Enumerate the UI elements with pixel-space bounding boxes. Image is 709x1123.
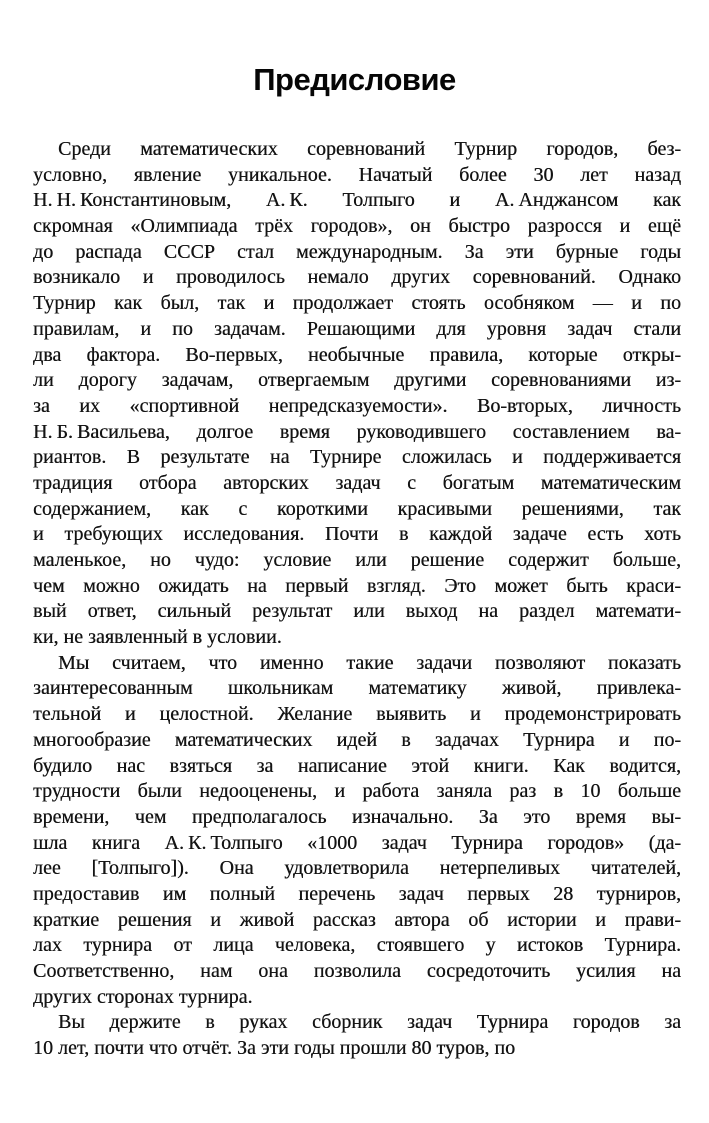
text-line: времени, чем предполагалось изначально. За это время вы- [33, 805, 681, 828]
text-line: предоставив им полный перечень задач первых 28 турниров, [33, 882, 681, 905]
text-line: лее [Толпыго]). Она удовлетворила нетерпеливых читателей, [33, 857, 681, 880]
paragraph [33, 1010, 681, 1061]
text-line: чем можно ожидать на первый взгляд. Это может быть краси- [33, 574, 681, 597]
text-line: ли дорогу задачам, отвергаемым другими соревнованиями из- [33, 369, 681, 392]
text-line: вый ответ, сильный результат или выход на раздел математи- [33, 600, 681, 623]
text-line: многообразие математических идей в задачах Турнира и по- [33, 728, 681, 751]
text-line: риантов. В результате на Турнире сложилась и поддерживается [33, 446, 681, 469]
text-line: до распада СССР стал международным. За эти бурные годы [33, 240, 681, 263]
text-line: маленькое, но чудо: условие или решение содержит больше, [33, 549, 681, 571]
text-line: краткие решения и живой рассказ автора об истории и прави- [33, 908, 681, 931]
text-line: Среди математических соревнований Турнир городов, без- [58, 138, 681, 160]
text-line: скромная «Олимпиада трёх городов», он быстро разросся и ещё [33, 215, 681, 238]
text-line: будило нас взяться за написание этой книги. Как водится, [33, 754, 681, 777]
text-line: Соответственно, нам она позволила сосредоточить усилия на [33, 960, 681, 982]
text-line: Вы держите в руках сборник задач Турнира городов за [58, 1011, 681, 1034]
text-line: возникало и проводилось немало других соревнований. Однако [33, 266, 681, 289]
page-body [33, 137, 681, 1062]
text-line: других сторонах турнира. [33, 985, 253, 1008]
text-line: лах турнира от лица человека, стоявшего у истоков Турнира. [33, 934, 681, 957]
paragraph [33, 137, 681, 651]
text-line: и требующих исследования. Почти в каждой задаче есть хоть [33, 523, 681, 546]
text-line: тельной и целостной. Желание выявить и продемонстрировать [33, 703, 681, 726]
text-line: Мы считаем, что именно такие задачи позволяют показать [58, 651, 681, 674]
text-line: традиция отбора авторских задач с богатым математическим [33, 471, 681, 494]
paragraph [33, 651, 681, 1011]
text-line: за их «спортивной непредсказуемости». Во-вторых, личность [33, 394, 681, 417]
text-line: трудности были недооценены, и работа заняла раз в 10 больше [33, 780, 681, 803]
text-line: два фактора. Во-первых, необычные правила, которые откры- [33, 343, 681, 366]
text-line: содержанием, как с короткими красивыми решениями, так [33, 497, 681, 520]
text-line: шла книга А. К. Толпыго «1000 задач Турнира городов» (да- [33, 831, 681, 854]
text-line: Турнир как был, так и продолжает стоять особняком — и по [33, 292, 681, 315]
text-line: ки, не заявленный в условии. [33, 626, 282, 649]
text-line: Н. Н. Константиновым, А. К. Толпыго и А. Анджансом как [33, 189, 681, 212]
text-line: правилам, и по задачам. Решающими для уровня задач стали [33, 317, 681, 340]
text-line: заинтересованным школьникам математику живой, привлека- [33, 677, 681, 700]
text-line: Н. Б. Васильева, долгое время руководившего составлением ва- [33, 420, 681, 443]
text-line: 10 лет, почти что отчёт. За эти годы прошли 80 туров, по [33, 1037, 516, 1060]
page-title: Предисловие [253, 62, 456, 97]
text-line: условно, явление уникальное. Начатый более 30 лет назад [33, 163, 681, 186]
